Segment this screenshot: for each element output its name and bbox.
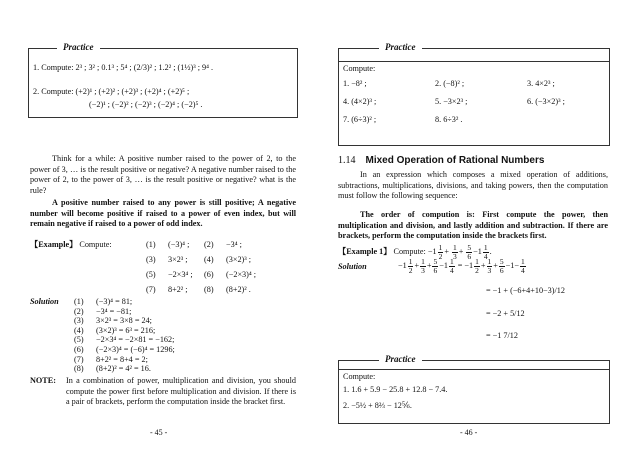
example-item: (7) 8+2² ; (146, 285, 188, 294)
solution-step-3: = −2 + 5/12 (486, 309, 525, 318)
practice-title-right-bottom: Practice (379, 354, 422, 366)
practice-divider-bottom (339, 369, 609, 370)
practice-item: 6. (−3×2)³ ; (527, 97, 565, 106)
practice-item: 2. (−8)² ; (435, 79, 465, 88)
practice-item: 1. −8² ; (343, 79, 367, 88)
note-text: In a combination of power, multiplication and division, you should compute the power first before multiplication and division. If there is a pair of brackets, perform the computation inside the bracket first. (66, 376, 296, 407)
solution-line: (8) (8+2)² = 4² = 16. (74, 364, 151, 374)
practice-title: Practice (57, 42, 100, 54)
rule-paragraph: A positive number raised to any power is still positive; A negative number will become positive if raised to a power of even index, but will remain negative if raised to a power of odd index. (30, 198, 296, 229)
example-item: (3) 3×2³ ; (146, 255, 188, 264)
solution-label-left: Solution (30, 297, 59, 306)
page-number-right: - 46 - (460, 428, 478, 437)
example-item: (2) −3⁴ ; (204, 240, 242, 249)
practice2-compute-label: Compute: (343, 372, 376, 381)
page-number-left: - 45 - (150, 428, 168, 437)
section-heading: 1.14 Mixed Operation of Rational Numbers (338, 155, 545, 166)
solution-line: (4) (3×2)³ = 6³ = 216; (74, 325, 156, 335)
practice2-item-2: 2. −5½ + 8⅔ − 12⅚. (343, 401, 412, 410)
solution-line: (3) 3×2³ = 3×8 = 24; (74, 316, 152, 326)
practice-title-right: Practice (379, 42, 422, 54)
practice-item: 7. (6÷3)² ; (343, 115, 377, 124)
practice-box-right-bottom (338, 354, 610, 424)
solution-step-4: = −1 7/12 (486, 331, 518, 340)
solution-line: (5) −2×3⁴ = −2×81 = −162; (74, 335, 175, 345)
practice-box-right-top (338, 42, 610, 146)
solution-line: (6) (−2×3)⁴ = (−6)⁴ = 1296; (74, 345, 175, 354)
intro-paragraph: In an expression which composes a mixed operation of additions, subtractions, multiplications, divisions, and taking powers, then the computation must follow the following sequence: (338, 170, 608, 201)
example-item: (4) (3×2)³ ; (204, 255, 252, 264)
order-paragraph: The order of compution is: First compute the power, then multiplication and division, and lastly addition and subtraction. If there are brackets, perform the computation inside the brackets first. (338, 210, 608, 241)
practice-item: 3. 4×2³ ; (527, 79, 555, 88)
example-item: (6) (−2×3)⁴ ; (204, 270, 257, 279)
practice-item-2: 2. Compute: (+2)¹ ; (+2)² ; (+2)³ ; (+2)⁴ ; (+2)⁵ ; (33, 87, 190, 96)
solution-line: (1) (−3)⁴ = 81; (74, 297, 133, 306)
practice-box-left (28, 42, 298, 118)
example-item: (1) (−3)⁴ ; (146, 240, 190, 249)
solution-step-2: = −1 + (−6+4+10−3)/12 (486, 286, 565, 295)
practice-compute-label: Compute: (343, 64, 376, 73)
think-paragraph: Think for a while: A positive number raised to the power of 2, to the power of 3, … is the result positive or negative? A negative number raised to the power of 2, to the power of 3, … is the result positive or negative? what is the rule? (30, 154, 296, 195)
example-item: (5) −2×3⁴ ; (146, 270, 193, 279)
practice-item: 5. −3×2³ ; (435, 97, 468, 106)
solution-step-1: −1 $\frac{1}{2}$ + $\frac{1}{3}$ + $\frac{5}{6}$ −1 $\frac{1}{4}$ = −1 $\frac{1}{2}$ + $\frac{1}{3}$ + $\frac{5}{6}$ −1− $\frac{1}{4}$ (398, 257, 525, 275)
example1-expression: −1 $\frac{1}{2}$ + $\frac{1}{3}$ + $\frac{5}{6}$ −1 $\frac{1}{4}$ . (427, 243, 492, 261)
example-heading: 【Example】 Compute: (30, 240, 112, 249)
right-page (338, 0, 610, 452)
practice-item: 4. (4×2)³ ; (343, 97, 377, 106)
left-page (26, 0, 298, 452)
solution-label-right: Solution (338, 262, 367, 271)
practice2-item-1: 1. 1.6 + 5.9 − 25.8 + 12.8 − 7.4. (343, 385, 448, 394)
note-label: NOTE: (30, 376, 56, 385)
solution-line: (7) 8+2² = 8+4 = 2; (74, 354, 148, 364)
practice-item: 8. 6÷3² . (435, 115, 463, 124)
example1-heading: 【Example 1】 Compute: −1 $\frac{1}{2}$ + $\frac{1}{3}$ + $\frac{5}{6}$ −1 $\frac{1}{4}$ . (338, 243, 492, 261)
practice-item-2-line2: (−2)¹ ; (−2)² ; (−2)³ ; (−2)⁴ ; (−2)⁵ . (89, 100, 203, 109)
example-item: (8) (8+2)² . (204, 285, 251, 294)
solution-line: (2) −3⁴ = −81; (74, 306, 132, 316)
practice-divider (339, 61, 609, 62)
practice-item-1: 1. Compute: 2³ ; 3² ; 0.1³ ; 5⁴ ; (2/3)² ; 1.2² ; (1½)³ ; 9⁴ . (33, 63, 214, 72)
